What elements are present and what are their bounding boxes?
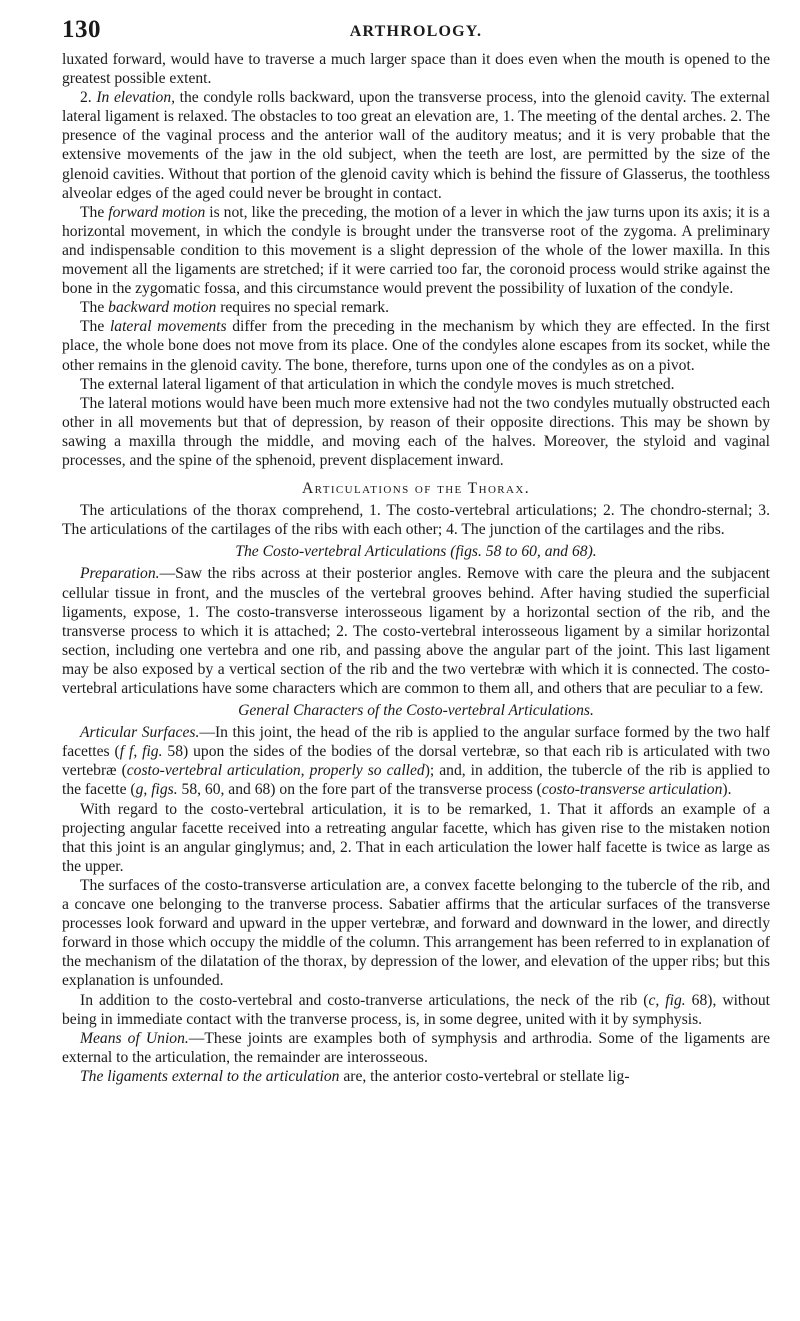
paragraph-preparation: Preparation.—Saw the ribs across at their posterior angles. Remove with care the pleura and the subjacent cellular tissue in front, and the muscles of the vertebral grooves behind. After having studied the superficial ligaments, expose, 1. The costo-transverse interosseous ligament by a horizontal section of the rib, and the transverse process to which it is attached; 2. The costo-vertebral interosseous ligament by a similar horizontal section, including one vertebra and one rib, and passing above the angular part of the joint. This last ligament may be also exposed by a vertical section of the rib and the two vertebræ with which it is connected. The costo-vertebral articulations have some characters which are common to them all, and others that are peculiar to a few. [62,565,770,697]
paragraph-external-ligaments: The ligaments external to the articulation are, the anterior costo-vertebral or stellate lig- [80,1067,630,1085]
section-heading-thorax: Articulations of the Thorax. [301,480,531,498]
paragraph-continuation: luxated forward, would have to traverse a much larger space than it does even when the mouth is opened to the greatest possible extent. [62,51,770,88]
subheading-general-characters: General Characters of the Costo-vertebral Articulations. [238,702,594,720]
body-text [62,50,770,1086]
paragraph-elevation: 2. In elevation, the condyle rolls backward, upon the transverse process, into the glenoid cavity. The external lateral ligament is relaxed. The obstacles to too great an elevation are, 1. The meeting of the dental arches. 2. The presence of the vaginal process and the anterior wall of the auditory meatus; and it is very probable that the extensive movements of the jaw in the old subject, when the teeth are lost, are permitted by the size of the glenoid cavities. Without that portion of the glenoid cavity which is behind the fissure of Glasserus, the toothless alveolar edges of the aged could never be brought in contact. [62,89,770,202]
subheading-costo-vertebral: The Costo-vertebral Articulations (figs. 58 to 60, and 68). [235,543,597,561]
paragraph-means-of-union: Means of Union.—These joints are examples both of symphysis and arthrodia. Some of the ligaments are external to the articulation, the remainder are interosseous. [62,1029,770,1066]
paragraph-lateral-movements: The lateral movements differ from the preceding in the mechanism by which they are effected. In the first place, the whole bone does not move from its place. One of the condyles alone escapes from its socket, while the other remains in the glenoid cavity. The bone, therefore, turns upon one of the condyles as on a pivot. [62,318,771,374]
paragraph-external-ligament: The external lateral ligament of that articulation in which the condyle moves is much stretched. [80,375,675,393]
paragraph-thorax-articulations: The articulations of the thorax comprehend, 1. The costo-vertebral articulations; 2. The chondro-sternal; 3. The articulations of the cartilages of the ribs with each other; 4. The junction of the cartilages and the ribs. [62,502,770,539]
paragraph-backward-motion: The backward motion requires no special remark. [80,299,390,317]
paragraph-articular-surfaces: Articular Surfaces.—In this joint, the head of the rib is applied to the angular surface formed by the two half facettes (f f, fig. 58) upon the sides of the bodies of the dorsal vertebræ, so that each rib is articulated with two vertebræ (costo-vertebral articulation, properly so called); and, in addition, the tubercle of the rib is applied to the facette (g, figs. 58, 60, and 68) on the fore part of the transverse process (costo-transverse articulation). [62,724,770,799]
paragraph-lateral-motions: The lateral motions would have been much more extensive had not the two condyles mutually obstructed each other in all movements but that of depression, by reason of their opposite directions. This may be shown by sawing a maxilla through the middle, and moving each of the halves. Moreover, the styloid and vaginal processes, and the spine of the sphenoid, prevent displacement inward. [62,394,770,469]
paragraph-costo-transverse-surfaces: The surfaces of the costo-transverse articulation are, a convex facette belonging to the tubercle of the rib, and a concave one belonging to the tranverse process. Sabatier affirms that the articular surfaces of the transverse processes look forward and upward in the upper vertebræ, and forward and downward in the lower, and directly forward in those which occupy the middle of the column. This arrangement has been referred to in explanation of the mechanism of the dilatation of the thorax, by depression of the lower, and elevation of the upper ribs; but this explanation is unfounded. [62,876,770,990]
paragraph-costo-vertebral-remarks: With regard to the costo-vertebral articulation, it is to be remarked, 1. That it affords an example of a projecting angular facette received into a retreating angular facette, which has given rise to the mistaken notion that this joint is an angular ginglymus; and, 2. That in each articulation the lower half facette is twice as large as the upper. [62,800,770,875]
paragraph-forward-motion: The forward motion is not, like the preceding, the motion of a lever in which the jaw turns upon its axis; it is a horizontal movement, in which the condyle is brought under the transverse root of the zygoma. A preliminary and indispensable condition to this movement is a slight depression of the whole of the lower maxilla. In this movement all the ligaments are stretched; if it were carried too far, the coronoid process would strike against the bone in the zygomatic fossa, and this circumstance would prevent the possibility of luxation of the condyle. [62,203,770,298]
page-header [62,14,770,50]
page-number: 130 [62,16,101,43]
paragraph-neck-of-rib: In addition to the costo-vertebral and costo-tranverse articulations, the neck of the rib (c, fig. 68), without being in immediate contact with the tranverse process, is, in some degree, united with it by symphysis. [62,991,770,1028]
running-title: ARTHROLOGY. [349,23,483,40]
